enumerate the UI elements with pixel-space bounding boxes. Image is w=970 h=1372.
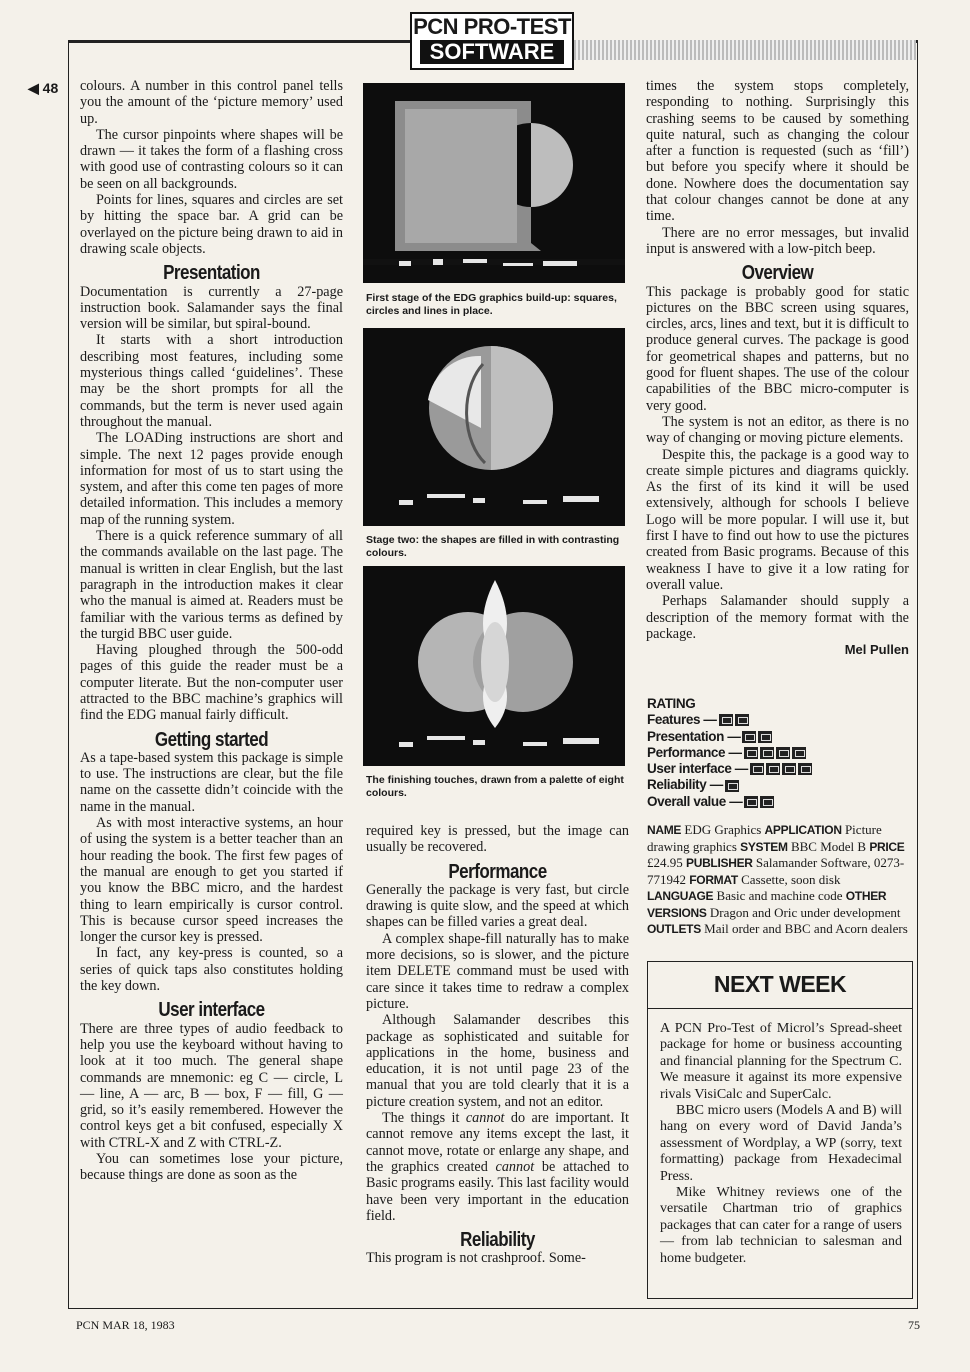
next-week-box bbox=[647, 961, 913, 1299]
text-run: do are important. It cannot remove any items except the last, it cannot move, rotate or enlarge any shape, and the graphics created bbox=[366, 1110, 629, 1175]
column-2 bbox=[366, 823, 629, 1267]
paragraph: colours. A number in this control panel tells you the amount of the ‘picture memory’ used up. bbox=[80, 78, 343, 127]
figure-1-caption: First stage of the EDG graphics build-up: squares, circles and lines in place. bbox=[366, 292, 617, 317]
info-value: EDG Graphics bbox=[681, 822, 765, 837]
rating-title: RATING bbox=[647, 696, 696, 711]
rating-stars bbox=[750, 763, 812, 775]
paragraph: times the system stops completely, responding to nothing. Surprisingly this crashing seems to be caused by something quite natural, such as changing the colour after a function is requested (such as ‘fill’) but before you specify where it should be done. Nowhere does the documentation say that colour changes cannot be done at any time. bbox=[646, 78, 909, 225]
rating-row bbox=[647, 761, 812, 777]
info-value: Cassette, soon disk bbox=[737, 871, 841, 887]
heading-getting-started: Getting started bbox=[154, 728, 269, 751]
paragraph: Mike Whitney reviews one of the versatile Chartman trio of graphics packages that can cater for a range of users — from lab technician to salesman and home budgeter. bbox=[660, 1185, 902, 1266]
paragraph: This package is probably good for static pictures on the BBC screen using squares, circles, arcs, lines and text, but it is difficult to produce general curves. The package is good for geometrical shapes and patterns, but no good for fluent shapes. The use of the colour capabilities of the BBC micro-computer is very good. bbox=[646, 283, 909, 414]
rating-star-icon bbox=[719, 714, 733, 726]
paragraph-cannot bbox=[366, 1110, 629, 1224]
paragraph: In fact, any key-press is counted, so a series of quick taps also constitutes holding the key down. bbox=[80, 945, 343, 995]
paragraph: Although Salamander describes this package as sophisticated and suitable for applications in the home, business and education, it is not until page 23 of the manual that you are told clearly that it is a picture creation system, and not an editor. bbox=[366, 1012, 629, 1110]
rating-stars bbox=[744, 747, 806, 759]
rating-label: Overall value — bbox=[647, 793, 743, 809]
column-1 bbox=[80, 78, 343, 1184]
rating-stars bbox=[725, 780, 739, 792]
figure-3-image bbox=[363, 566, 625, 766]
rating-star-icon bbox=[782, 763, 796, 775]
paragraph: Generally the package is very fast, but circle drawing is quite slow, and the speed at which shapes can be filled varies a great deal. bbox=[366, 881, 629, 931]
paragraph: Points for lines, squares and circles are set by hitting the space bar. A grid can be overlayed on the picture being drawn to aid in drawing scale objects. bbox=[80, 192, 343, 257]
info-key: SYSTEM bbox=[740, 839, 788, 854]
rating-star-icon bbox=[758, 731, 772, 743]
info-key: OUTLETS bbox=[647, 922, 701, 936]
info-key: PUBLISHER bbox=[686, 856, 753, 870]
rating-star-icon bbox=[760, 796, 774, 808]
paragraph: A complex shape-fill naturally has to make more decisions, so is slower, and the picture item DELETE command must be used with care since it takes time to redraw a complex picture. bbox=[366, 930, 629, 1012]
rating-star-icon bbox=[735, 714, 749, 726]
page-number: 75 bbox=[908, 1318, 920, 1332]
info-key: APPLICATION bbox=[764, 823, 842, 837]
paragraph: As with most interactive systems, an hour of using the system is a better teacher than an hour reading the book. The first few pages of the manual are enough to get you started if you know the BBC micro, and the hardest thing to learn empirically is cursor control. This is because cursor speed increases the longer the cursor key is pressed. bbox=[80, 815, 343, 946]
info-key: NAME bbox=[647, 823, 682, 837]
next-week-title: NEXT WEEK bbox=[648, 962, 912, 1009]
paragraph: The LOADing instructions are short and simple. The next 12 pages provide enough information for most of us to start using the system, and after this come ten pages of more detailed information. This includes a memory map of the running system. bbox=[80, 430, 343, 528]
rating-star-icon bbox=[744, 747, 758, 759]
rating-star-icon bbox=[792, 747, 806, 759]
rating-label: Features — bbox=[647, 712, 717, 728]
info-value: £24.95 bbox=[647, 855, 686, 870]
header-subtitle: SOFTWARE bbox=[420, 40, 564, 64]
rating-row bbox=[647, 712, 812, 728]
paragraph: The cursor pinpoints where shapes will be drawn — it takes the form of a flashing cross with good use of contrasting colours so it can be seen on all backgrounds. bbox=[80, 126, 343, 192]
info-value: Picture drawing graphics bbox=[647, 822, 882, 854]
rating-star-icon bbox=[776, 747, 790, 759]
section-header bbox=[410, 12, 574, 70]
paragraph: BBC micro users (Models A and B) will hang on every word of David Janda’s assessment of Wordplay, a WP (sorry, text formatting) package from Hexadecimal Press. bbox=[660, 1103, 902, 1184]
rating-row bbox=[647, 794, 812, 810]
rating-star-icon bbox=[760, 747, 774, 759]
heading-performance: Performance bbox=[448, 860, 547, 883]
paragraph: You can sometimes lose your picture, because things are done as soon as the bbox=[80, 1151, 343, 1184]
rating-label: Performance — bbox=[647, 744, 742, 760]
header-title: PCN PRO-TEST bbox=[413, 14, 571, 39]
figure-2-image bbox=[363, 328, 625, 526]
rating-star-icon bbox=[744, 796, 758, 808]
paragraph: A PCN Pro-Test of Microl’s Spread-sheet package for home or business accounting and financial planning for the Spectrum C. We measure it against its more expensive rivals VisiCalc and SuperCalc. bbox=[660, 1021, 902, 1102]
figure-2-caption: Stage two: the shapes are filled in with contrasting colours. bbox=[366, 534, 620, 559]
rating-box bbox=[647, 696, 812, 810]
next-week-body bbox=[660, 1021, 902, 1267]
info-value: Mail order and BBC and Acorn dealers bbox=[700, 921, 908, 936]
info-value: Basic and machine code bbox=[713, 888, 846, 903]
rating-stars bbox=[742, 731, 772, 743]
paragraph: required key is pressed, but the image can usually be recovered. bbox=[366, 823, 629, 856]
heading-user-interface: User interface bbox=[158, 999, 265, 1022]
rating-label: Presentation — bbox=[647, 728, 741, 744]
paragraph: Documentation is currently a 27-page instruction book. Salamander says the final version will be similar, but spiral-bound. bbox=[80, 283, 343, 333]
rating-star-icon bbox=[798, 763, 812, 775]
paragraph: There are three types of audio feedback to help you use the keyboard without having to look at it too much. The general shape commands are mnemonic: eg C — circle, L — line, A — arc, B — box, F — fill, G — grid, so it’s easily remembered. However the control keys get a bit confused, especially X with CTRL-X and Z with CTRL-Z. bbox=[80, 1020, 343, 1151]
previous-page-ref: ◀ 48 bbox=[28, 80, 59, 96]
paragraph: The system is not an editor, as there is no way of changing or moving picture elements. bbox=[646, 413, 909, 447]
heading-overview: Overview bbox=[741, 262, 814, 285]
frame-stripe bbox=[570, 40, 916, 60]
rating-star-icon bbox=[766, 763, 780, 775]
info-value: Salamander Software, 0273-771942 bbox=[647, 855, 905, 887]
rating-stars bbox=[719, 714, 749, 726]
rating-row bbox=[647, 729, 812, 745]
figure-3-caption: The finishing touches, drawn from a palette of eight colours. bbox=[366, 774, 624, 799]
rating-row bbox=[647, 745, 812, 761]
text-run: The things it bbox=[382, 1110, 466, 1127]
paragraph: There are no error messages, but invalid input is answered with a low-pitch beep. bbox=[646, 224, 909, 257]
text-run: be attached to Basic programs easily. This last facility would have been very important in the education field. bbox=[366, 1158, 629, 1224]
paragraph: As a tape-based system this package is simple to use. The instructions are clear, but the file name on the cassette didn’t coincide with the name in the manual. bbox=[80, 749, 343, 815]
emphasis: cannot bbox=[495, 1158, 535, 1175]
info-key: PRICE bbox=[869, 839, 905, 854]
product-info bbox=[647, 822, 909, 938]
paragraph: Having ploughed through the 500-odd pages of this guide the reader must be a computer literate. But the non-computer user attracted to the BBC machine’s graphics will find the EDG manual fairly difficult. bbox=[80, 642, 343, 724]
paragraph: Perhaps Salamander should supply a description of the memory format with the package. bbox=[646, 593, 909, 642]
info-key: OTHER VERSIONS bbox=[647, 889, 887, 920]
rating-star-icon bbox=[750, 763, 764, 775]
rating-label: User interface — bbox=[647, 761, 748, 777]
rating-stars bbox=[744, 796, 774, 808]
paragraph: This program is not crashproof. Some- bbox=[366, 1250, 586, 1267]
footer-issue: PCN MAR 18, 1983 bbox=[76, 1318, 175, 1332]
heading-reliability: Reliability bbox=[460, 1229, 535, 1252]
paragraph: It starts with a short introduction describing most features, including some mysterious things called ‘guidelines’. These may be the short prompts for all the commands, but the term is never used again throughout the manual. bbox=[80, 332, 343, 430]
heading-presentation: Presentation bbox=[163, 262, 260, 285]
rating-label: Reliability — bbox=[647, 777, 723, 793]
author-byline: Mel Pullen bbox=[844, 642, 909, 658]
paragraph: Despite this, the package is a good way to create simple pictures and diagrams quickly. As the first of its kind it will be used extensively, although for schools I believe Logo will be more popular. I will use it, but first I have to find out how to use the pictures created from Basic programs. Because of this weakness I have to give it a low rating for overall value. bbox=[646, 446, 909, 593]
column-3 bbox=[646, 78, 909, 658]
info-value: BBC Model B bbox=[787, 838, 870, 854]
figure-1-image bbox=[363, 83, 625, 283]
rating-star-icon bbox=[742, 731, 756, 743]
emphasis: cannot bbox=[465, 1110, 505, 1127]
paragraph: There is a quick reference summary of all the commands available on the last page. The manual is written in clear English, but the last paragraph in the introduction makes it clear who the manual is aimed at. Readers must be familiar with the various terms as defined by the turgid BBC user guide. bbox=[80, 528, 343, 642]
rating-star-icon bbox=[725, 780, 739, 792]
info-key: LANGUAGE bbox=[647, 889, 714, 903]
rating-row bbox=[647, 777, 812, 793]
info-key: FORMAT bbox=[689, 872, 738, 887]
info-value: Dragon and Oric under development bbox=[706, 904, 901, 920]
